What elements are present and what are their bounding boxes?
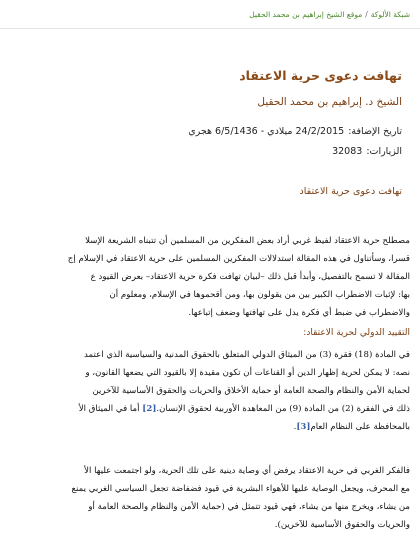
article-title: تهافت دعوى حرية الاعتقاد <box>239 68 402 83</box>
date-label: تاريخ الإضافة: <box>348 126 402 137</box>
line-text: أما في الميثاق الأ <box>78 404 143 414</box>
footnote-ref-3-link[interactable]: [3] <box>296 422 311 432</box>
breadcrumb-separator: / <box>365 10 368 19</box>
line-text: نصه: لا يمكن لحرية إظهار الدين أو القناعات أن تكون مقيدة إلا بالقيود التي يضعها القانون، و <box>85 368 410 378</box>
article-subtitle: تهافت دعوى حرية الاعتقاد <box>299 186 402 197</box>
footnote-ref-2-link[interactable]: [2] <box>142 404 157 414</box>
paragraph-line <box>10 382 410 400</box>
visits-label: الزيارات: <box>366 146 402 157</box>
paragraph-line: بها: لإثبات الاضطراب الكبير بين من يقولون بها، ومن أقحموها في الإسلام، ومعلوم أن <box>109 290 410 300</box>
header-divider <box>0 28 420 29</box>
section-paragraph <box>10 346 410 436</box>
visits-value: 32083 <box>332 146 363 157</box>
line-text: ذلك في الفقرة (2) من المادة (9) من المعاهدة الأوربية لحقوق الإنسان. <box>156 404 410 414</box>
line-text: . <box>293 422 297 432</box>
breadcrumb-section-link[interactable]: موقع الشيخ إبراهيم بن محمد الحقيل <box>249 10 363 19</box>
paragraph-line <box>10 418 410 436</box>
closing-paragraph <box>10 462 410 534</box>
section-heading: التقييد الدولي لحرية الاعتقاد: <box>303 328 410 338</box>
paragraph-line: قسرا، وسأتناول في هذه المقالة استدلالات المفكرين المسلمين على حرية الاعتقاد في الإسلام إج <box>67 254 410 264</box>
paragraph-line: المقالة لا تسمح بالتفصيل، وأبدأ قبل ذلك –لبيان تهافت فكرة حرية الاعتقاد– بعرض القيود ع <box>90 272 410 282</box>
paragraph-line: والحريات والحقوق الأساسية للآخرين). <box>274 520 410 530</box>
breadcrumb-site-link[interactable]: شبكة الألوكة <box>370 10 410 19</box>
paragraph-line <box>10 364 410 382</box>
paragraph-line: مصطلح حرية الاعتقاد لفيظ غربي أراد بعض المفكرين من المسلمين أن تتبناه الشريعة الإسلا <box>85 236 410 246</box>
breadcrumb <box>10 10 410 19</box>
paragraph-line <box>10 400 410 418</box>
line-text: في المادة (18) فقرة (3) من الميثاق الدولي المتعلق بالحقوق المدنية والسياسية الذي اعتمد <box>84 350 410 360</box>
date-row <box>188 126 402 137</box>
paragraph-line: مع المحرف، ويجعل الوصاية عليها للأهواء البشرية في قيود فضفاضة تجعل السياسي الغربي يمنع <box>71 484 410 494</box>
visits-row <box>332 146 402 157</box>
paragraph-line <box>10 346 410 364</box>
line-text: لحماية الأمن والنظام والصحة العامة أو حماية الأخلاق والحريات والحقوق الأساسية للآخرين <box>92 386 410 396</box>
paragraph-line: من يشاء، ويخرج منها من يشاء، فهي قيود تتمثل في (حماية الأمن والنظام والصحة العامة أو <box>88 502 410 512</box>
paragraph-line: فالفكر الغربي في حرية الاعتقاد يرفض أي وصاية دينية على تلك الحرية، ولو اجتمعت عليها الأ <box>84 466 410 476</box>
paragraph-line: والاضطراب في ضبط أي فكرة يدل على تهافتها وضعف إتباعها. <box>188 308 410 318</box>
intro-paragraph <box>10 232 410 322</box>
line-text: بالمحافظة على النظام العام <box>310 422 410 432</box>
article-author-link[interactable]: الشيخ د. إبراهيم بن محمد الحقيل <box>257 96 402 108</box>
date-value: 24/2/2015 ميلادي - 6/5/1436 هجري <box>188 126 345 137</box>
